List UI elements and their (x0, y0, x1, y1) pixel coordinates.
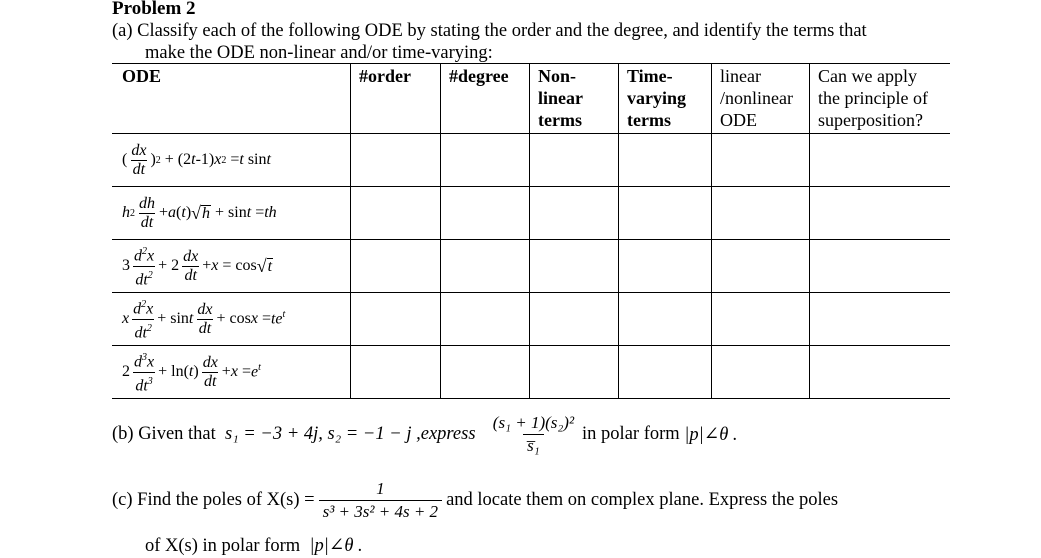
header-linear-nonlinear-ode: linear /nonlinear ODE (712, 64, 810, 134)
time-varying-terms-cell[interactable] (619, 187, 712, 240)
nonlinear-terms-cell[interactable] (530, 240, 619, 293)
order-cell[interactable] (351, 240, 441, 293)
table-header-row (112, 64, 950, 134)
order-cell[interactable] (351, 134, 441, 187)
table-row (112, 187, 950, 240)
order-cell[interactable] (351, 187, 441, 240)
superposition-cell[interactable] (810, 134, 951, 187)
degree-cell[interactable] (441, 240, 530, 293)
part-c-line2-prefix: of X(s) in polar form (145, 536, 301, 556)
nonlinear-terms-cell[interactable] (530, 134, 619, 187)
time-varying-terms-cell[interactable] (619, 240, 712, 293)
ode-equation-1: ( $\frac{dx}{dt}$ ) 2 + (2 t -1) x 2 = t sin t (112, 134, 351, 187)
part-b-prefix: (b) Given that (112, 424, 216, 444)
ode-equation-2: h 2 $\frac{dh}{dt}$ + a ( t ) √ h + sin t = th (112, 187, 351, 240)
part-b-suffix: in polar form (582, 424, 680, 444)
superposition-cell[interactable] (810, 346, 951, 399)
linear-nonlinear-cell[interactable] (712, 293, 810, 346)
ode-equation-3: 3 $\frac{d^2x}{dt^2}$ + 2 $\frac{dx}{dt}$ + x = cos √ t (112, 240, 351, 293)
order-cell[interactable] (351, 346, 441, 399)
superposition-cell[interactable] (810, 240, 951, 293)
order-cell[interactable] (351, 293, 441, 346)
header-order: #order (351, 64, 441, 134)
part-b-text (112, 412, 738, 457)
part-a-line-2: make the ODE non-linear and/or time-varying: (145, 43, 493, 63)
header-nonlinear-terms: Non- linear terms (530, 64, 619, 134)
nonlinear-terms-cell[interactable] (530, 346, 619, 399)
table-row (112, 293, 950, 346)
time-varying-terms-cell[interactable] (619, 346, 712, 399)
part-c-denominator: s³ + 3s² + 4s + 2 (319, 500, 442, 523)
table-row (112, 134, 950, 187)
part-c-numerator: 1 (376, 479, 385, 498)
nonlinear-terms-cell[interactable] (530, 293, 619, 346)
time-varying-terms-cell[interactable] (619, 134, 712, 187)
part-c-text (112, 478, 838, 523)
part-a-line-1: (a) Classify each of the following ODE by stating the order and the degree, and identify the terms that (112, 21, 867, 41)
part-c-polar-form: |p|∠θ . (309, 536, 363, 556)
problem-title: Problem 2 (112, 0, 196, 19)
table-row (112, 240, 950, 293)
part-c-prefix: (c) Find the poles of X(s) = (112, 490, 315, 510)
degree-cell[interactable] (441, 134, 530, 187)
time-varying-terms-cell[interactable] (619, 293, 712, 346)
superposition-cell[interactable] (810, 293, 951, 346)
part-b-expression (489, 412, 578, 457)
header-superposition: Can we apply the principle of superposition? (810, 64, 951, 134)
linear-nonlinear-cell[interactable] (712, 187, 810, 240)
ode-classification-table (112, 63, 950, 399)
ode-equation-5: 2 $\frac{d^3x}{dt^3}$ + ln( t ) $\frac{dx}{dt}$ + x = $e^t$ (112, 346, 351, 399)
linear-nonlinear-cell[interactable] (712, 346, 810, 399)
degree-cell[interactable] (441, 293, 530, 346)
part-c-line-2 (145, 535, 363, 557)
header-time-varying-terms: Time- varying terms (619, 64, 712, 134)
header-degree: #degree (441, 64, 530, 134)
degree-cell[interactable] (441, 187, 530, 240)
superposition-cell[interactable] (810, 187, 951, 240)
linear-nonlinear-cell[interactable] (712, 240, 810, 293)
nonlinear-terms-cell[interactable] (530, 187, 619, 240)
part-b-denominator: s̅₁ (523, 434, 544, 457)
header-ode: ODE (112, 64, 351, 134)
part-c-suffix: and locate them on complex plane. Express the poles (446, 490, 839, 510)
part-a-text (112, 20, 992, 64)
part-b-polar-form: |p|∠θ . (684, 424, 738, 445)
part-b-numerator: (s₁ + 1)(s₂)² (492, 413, 575, 432)
table-row (112, 346, 950, 399)
linear-nonlinear-cell[interactable] (712, 134, 810, 187)
part-b-given: s₁ = −3 + 4j, s₂ = −1 − j ,express (225, 424, 476, 444)
ode-equation-4: x $\frac{d^2x}{dt^2}$ + sin t $\frac{dx}{dt}$ + cos x = $te^t$ (112, 293, 351, 346)
degree-cell[interactable] (441, 346, 530, 399)
part-c-transfer-function (319, 478, 442, 523)
